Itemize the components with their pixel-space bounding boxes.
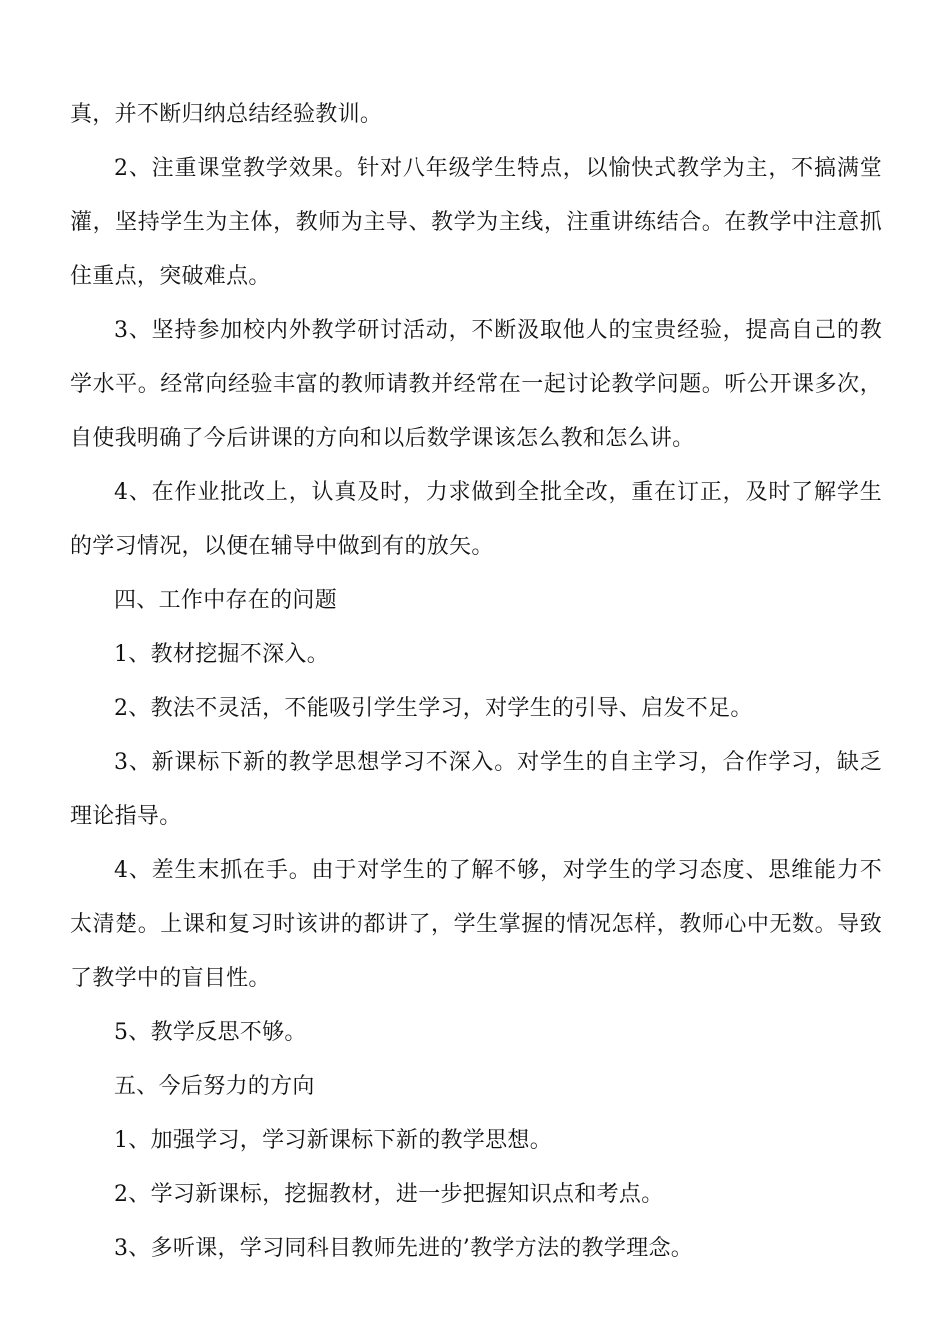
section-heading-future-direction: 五、今后努力的方向	[114, 1074, 315, 1099]
problem-item-3: 3、新课标下新的教学思想学习不深入。对学生的自主学习，合作学习，缺乏理论指导。	[70, 750, 882, 829]
document-body	[70, 88, 882, 1276]
paragraph-item-4-homework-grading: 4、在作业批改上，认真及时，力求做到全批全改，重在订正，及时了解学生的学习情况，以便在辅导中做到有的放矢。	[70, 480, 882, 559]
problem-item-2: 2、教法不灵活，不能吸引学生学习，对学生的引导、启发不足。	[114, 696, 753, 721]
paragraph-item-3-research-activities: 3、坚持参加校内外教学研讨活动，不断汲取他人的宝贵经验，提高自己的教学水平。经常向经验丰富的教师请教并经常在一起讨论教学问题。听公开课多次，自使我明确了今后讲课的方向和以后数学课该怎么教和怎么讲。	[70, 318, 882, 451]
problem-item-4: 4、差生末抓在手。由于对学生的了解不够，对学生的学习态度、思维能力不太清楚。上课和复习时该讲的都讲了，学生掌握的情况怎样，教师心中无数。导致了教学中的盲目性。	[70, 858, 882, 991]
problem-item-1: 1、教材挖掘不深入。	[114, 642, 329, 667]
paragraph-item-2-classroom-effect: 2、注重课堂教学效果。针对八年级学生特点，以愉快式教学为主，不搞满堂灌，坚持学生为主体，教师为主导、教学为主线，注重讲练结合。在教学中注意抓住重点，突破难点。	[70, 156, 882, 289]
direction-item-3: 3、多听课，学习同科目教师先进的’教学方法的教学理念。	[114, 1236, 694, 1261]
problem-item-5: 5、教学反思不够。	[114, 1020, 307, 1045]
paragraph-continuation: 真，并不断归纳总结经验教训。	[70, 102, 383, 127]
direction-item-2: 2、学习新课标，挖掘教材，进一步把握知识点和考点。	[114, 1182, 664, 1207]
section-heading-problems: 四、工作中存在的问题	[114, 588, 338, 613]
direction-item-1: 1、加强学习，学习新课标下新的教学思想。	[114, 1128, 552, 1153]
